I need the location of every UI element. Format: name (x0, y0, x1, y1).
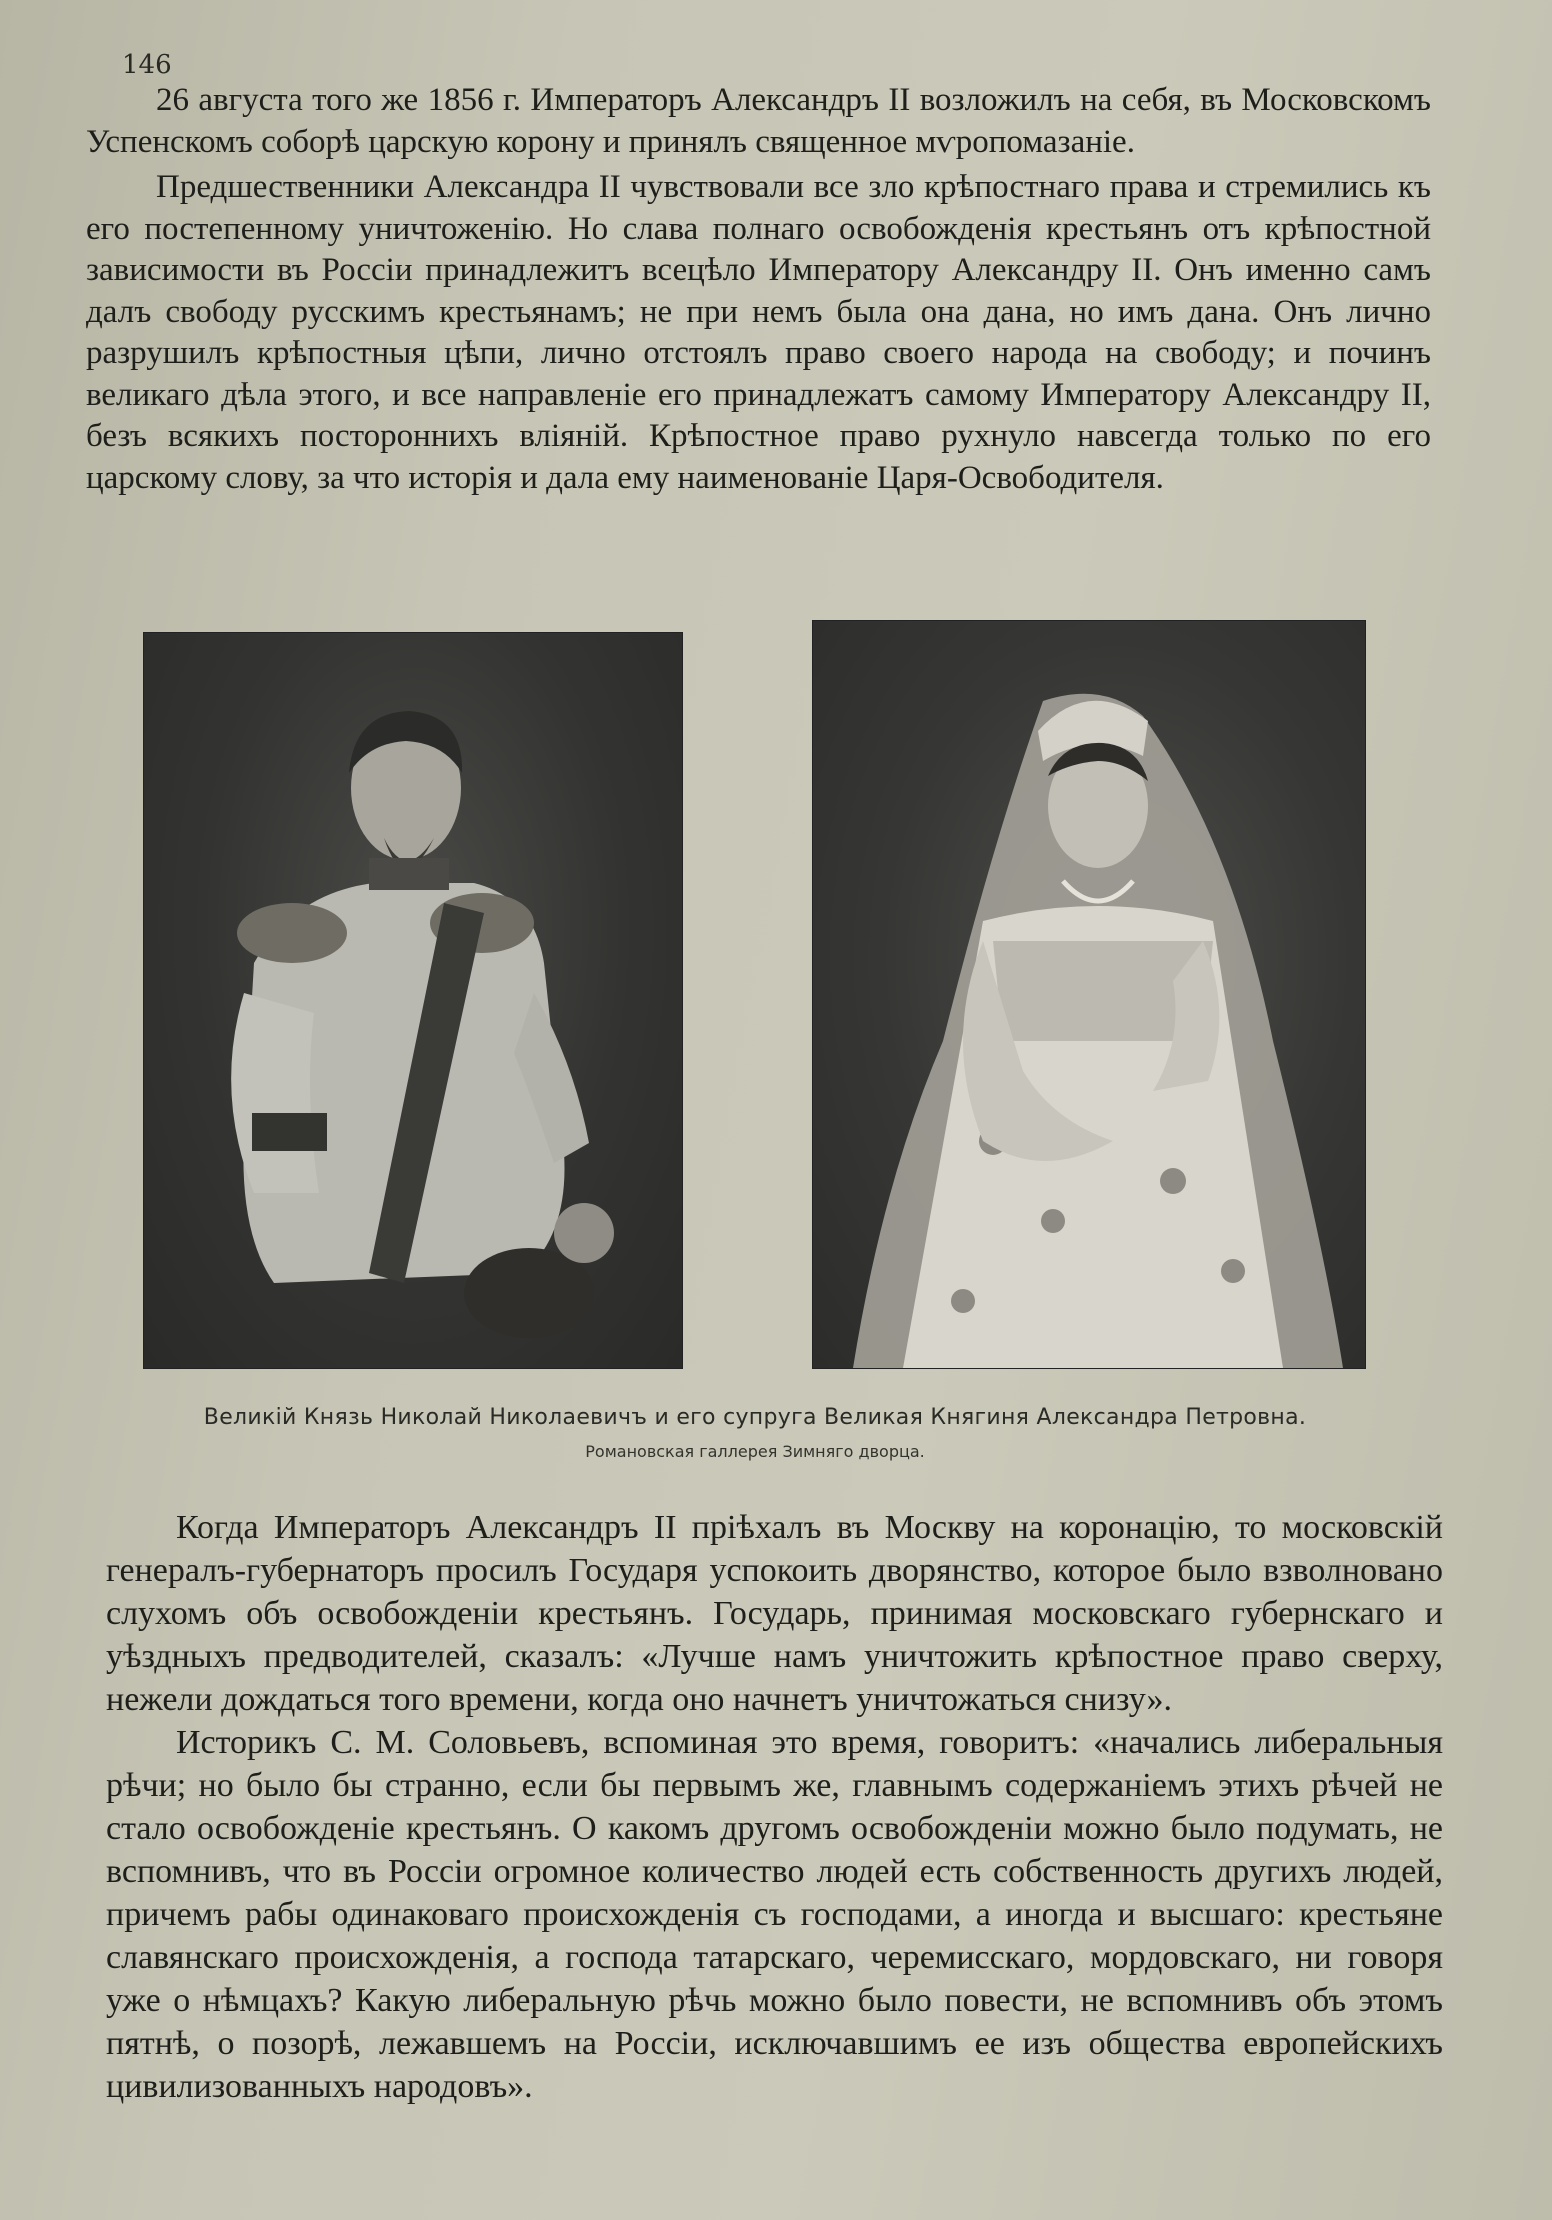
portrait-grand-duke-image (144, 633, 682, 1368)
page-number: 146 (122, 50, 172, 80)
paragraph-moscow-coronation: Когда Императоръ Александръ II пріѣхалъ въ Москву на коронацію, то московскій генералъ-губернаторъ просилъ Государя успокоить дворянство, которое было взволновано слухомъ объ освобожденіи крестьянъ. Государь, принимая московскаго губернскаго и уѣздныхъ предводителей, сказалъ: «Лучше намъ уничтожить крѣпостное право сверху, нежели дождаться того времени, когда оно начнетъ уничтожаться снизу». (106, 1509, 1443, 1718)
portrait-grand-duke (143, 632, 683, 1369)
paragraph-liberation: Предшественники Александра II чувствовали все зло крѣпостнаго права и стремились къ его постепенному уничтоженію. Но слава полнаго освобожденія крестьянъ отъ крѣпостной зависимости въ Россіи принадлежитъ всецѣло Императору Александру II. Онъ именно самъ далъ свободу русскимъ крестьянамъ; не при немъ была она дана, но имъ дана. Онъ лично разрушилъ крѣпостныя цѣпи, лично отстоялъ право своего народа на свободу; и починъ великаго дѣла этого, и все направленіе его принадлежатъ самому Императору Александру II, безъ всякихъ постороннихъ вліяній. Крѣпостное право рухнуло навсегда только по его царскому слову, за что исторія и дала ему наименованіе Царя-Освободителя. (86, 169, 1431, 496)
paragraph-coronation: 26 августа того же 1856 г. Императоръ Александръ II возложилъ на себя, въ Московскомъ Успенскомъ соборѣ царскую корону и принялъ священное мѵропомазаніе. (86, 82, 1431, 160)
figure-source: Романовская галлерея Зимняго дворца. (585, 1442, 925, 1461)
figure-caption: Великій Князь Николай Николаевичъ и его супруга Великая Княгиня Александра Петровна. (203, 1405, 1307, 1430)
bottom-text-block (106, 1506, 1443, 2108)
paragraph-soloviev-quote: Историкъ С. М. Соловьевъ, вспоминая это время, говоритъ: «начались либеральныя рѣчи; но было бы странно, если бы первымъ же, главнымъ содержаніемъ этихъ рѣчей не стало освобожденіе крестьянъ. О какомъ другомъ освобожденіи можно было подумать, не вспомнивъ, что въ Россіи огромное количество людей есть собственность другихъ людей, причемъ рабы одинаковаго происхожденія съ господами, а иногда и высшаго: крестьяне славянскаго происхожденія, а господа татарскаго, черемисскаго, мордовскаго, ни говоря уже о нѣмцахъ? Какую либеральную рѣчь можно было повести, не вспомнивъ объ этомъ пятнѣ, о позорѣ, лежавшемъ на Россіи, исключавшимъ ее изъ общества европейскихъ цивилизованныхъ народовъ». (106, 1724, 1443, 2105)
portrait-grand-duchess (812, 620, 1366, 1369)
top-text-block (86, 80, 1431, 499)
portrait-grand-duchess-image (813, 621, 1365, 1368)
